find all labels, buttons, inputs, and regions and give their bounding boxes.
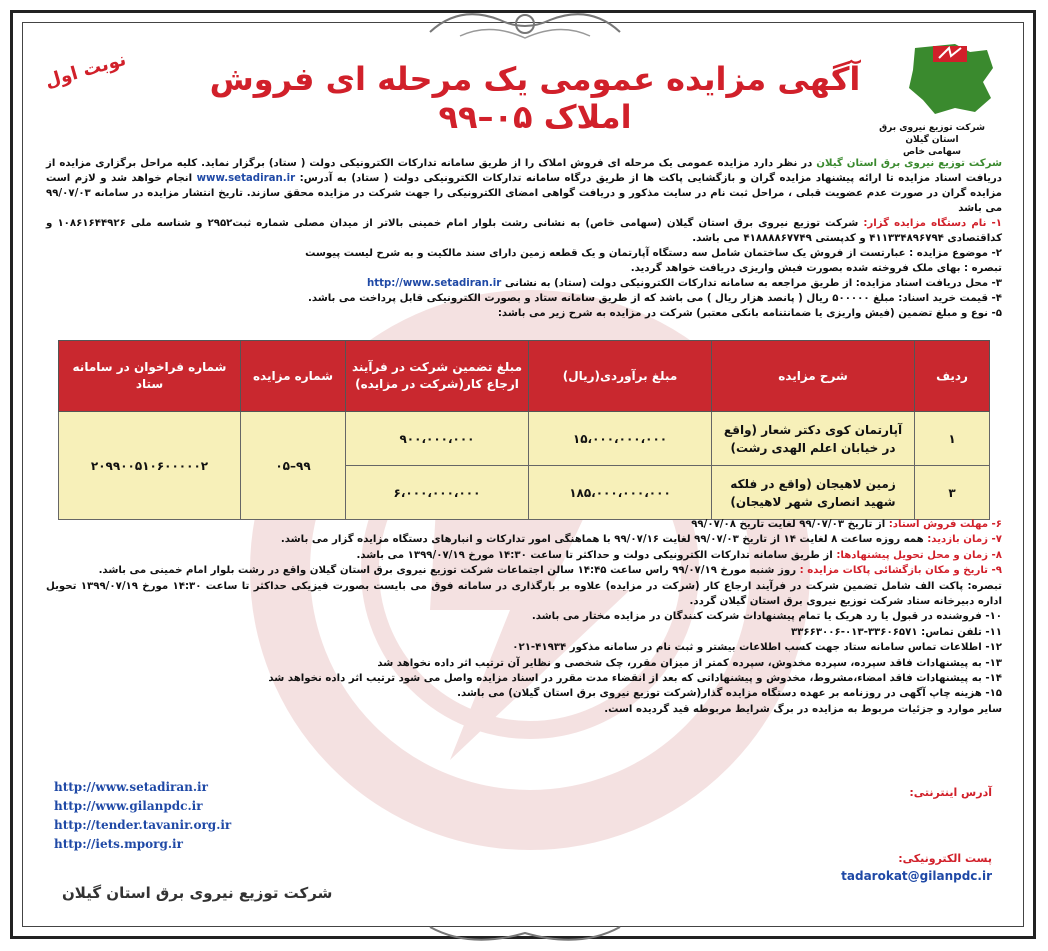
cell-radif: ۱ — [915, 412, 990, 466]
item-5: ۵- نوع و مبلغ تضمین (فیش واریزی یا ضمانتنامه بانکی معتبر) شرکت در مزایده به شرح زیر می باشد: — [497, 308, 1002, 319]
condition-6-label: ۶- مهلت فروش اسناد: — [888, 519, 1002, 530]
cell-estimate: ۱۵،۰۰۰،۰۰۰،۰۰۰ — [529, 412, 712, 466]
item-4: ۴- قیمت خرید اسناد: مبلغ ۵۰۰۰۰۰ ریال ( پانصد هزار ریال ) می باشد که از طریق سامانه ستاد و بصورت الکترونیکی قابل پرداخت می باشد. — [307, 293, 1002, 304]
link-tender-tavanir[interactable]: http://tender.tavanir.org.ir — [54, 818, 232, 832]
intro-text-2: انجام خواهد شد و لازم است مزایده گران در صورت عدم عضویت قبلی ، مراحل ثبت نام در سایت مذکور و دریافت گواهی امضای الکترونیکی را جهت شرکت در مزایده محقق سازند. تاریخ انتشار مزایده در سامانه ۹۹/۰۷/۰۳ می باشد — [46, 173, 1002, 214]
conditions-section — [46, 517, 1002, 717]
condition-6 — [46, 517, 1002, 532]
intro-lead: شرکت توزیع نیروی برق استان گیلان — [816, 158, 1002, 169]
condition-14: ۱۴- به پیشنهادات فاقد امضاء،مشروط، مخدوش و پیشنهاداتی که بعد از انقضاء مدت مقرر در اسناد مزایده واصل می شود ترتیب اثر داده نخواهد شد — [268, 673, 1002, 685]
link-list — [54, 778, 231, 854]
condition-11: ۱۱- تلفن تماس: ۳۳۶۰۶۵۷۱-۰۱۳-۳۳۶۶۳۰۰۶ — [790, 626, 1002, 638]
condition-15: ۱۵- هزینه چاپ آگهی در روزنامه بر عهده دستگاه مزایده گذار(شرکت توزیع نیروی برق استان گیلان) می باشد. — [457, 688, 1002, 700]
company-line-2: استان گیلان — [905, 135, 959, 145]
header-estimate: مبلغ برآوردی(ریال) — [529, 341, 712, 412]
auction-table — [58, 340, 990, 520]
cell-call-no: ۲۰۹۹۰۰۵۱۰۶۰۰۰۰۰۲ — [59, 412, 241, 520]
condition-7-text: همه روزه ساعت ۸ لغایت ۱۴ از تاریخ ۹۹/۰۷/۰۳ لغایت ۹۹/۰۷/۱۶ با هماهنگی امور تدارکات و انبارهای دستگاه مزایده گزار می باشد. — [280, 534, 928, 546]
condition-8 — [46, 548, 1002, 563]
item-3-text: ۳- محل دریافت اسناد مزایده: از طریق مراجعه به سامانه تدارکات الکترونیکی دولت (ستاد) به نشانی — [501, 278, 1002, 289]
header-radif: ردیف — [915, 341, 990, 412]
condition-16: سایر موارد و جزئیات مربوط به مزایده در برگ شرایط مربوطه قید گردیده است. — [604, 703, 1002, 715]
condition-8-text: از طریق سامانه تدارکات الکترونیکی دولت و حداکثر تا ساعت ۱۴:۳۰ مورخ ۱۳۹۹/۰۷/۱۹ می باشد. — [356, 549, 837, 561]
link-iets-mporg[interactable]: http://iets.mporg.ir — [54, 837, 183, 851]
table-row — [59, 412, 990, 466]
address-title: آدرس اینترنتی: — [909, 786, 992, 799]
company-logo-icon — [895, 38, 1005, 118]
condition-12: ۱۲- اطلاعات تماس سامانه ستاد جهت کسب اطلاعات بیشتر و ثبت نام در سامانه مذکور ۴۱۹۳۴-۰۲۱ — [512, 642, 1002, 654]
email-link[interactable]: tadarokat@gilanpdc.ir — [841, 869, 992, 883]
item-1-text: شرکت توزیع نیروی برق استان گیلان (سهامی خاص) به نشانی رشت بلوار امام خمینی بالاتر از میدان مصلی شماره ثبت۲۹۵۲ و شناسه ملی ۱۰۸۶۱۶۴۴۹۲۶ و کداقتصادی ۴۱۱۳۳۴۸۹۶۷۹۴ و کدپستی ۴۱۸۸۸۸۶۷۷۴۹ می باشد. — [46, 218, 1002, 244]
link-gilanpdc[interactable]: http://www.gilanpdc.ir — [54, 799, 203, 813]
condition-10: ۱۰- فروشنده در قبول یا رد هریک یا تمام پیشنهادات شرکت کنندگان در مزایده مختار می باشد. — [531, 611, 1002, 623]
intro-text-1: در نظر دارد مزایده عمومی یک مرحله ای فروش املاک را از طریق سامانه تدارکات الکترونیکی دولت ( ستاد) برگزار نماید. کلیه مراحل برگزاری مزایده از دریافت اسناد مزایده تا ارائه پیشنهاد مزایده گران و بازگشایی پاکت ها از طریق درگاه سامانه تدارکات الکترونیکی دولت ( ستاد) به آدرس: — [46, 158, 1002, 184]
cell-radif: ۳ — [915, 466, 990, 520]
item-3-link[interactable]: http://www.setadiran.ir — [367, 278, 502, 289]
condition-8-label: ۸- زمان و محل تحویل پیشنهادها: — [836, 549, 1002, 561]
item-1-label: ۱- نام دستگاه مزایده گزار: — [863, 218, 1002, 229]
intro-section — [46, 156, 1002, 321]
cell-estimate: ۱۸۵،۰۰۰،۰۰۰،۰۰۰ — [529, 466, 712, 520]
intro-paragraph — [46, 156, 1002, 216]
company-line-1: شرکت توزیع نیروی برق — [879, 123, 985, 133]
cell-guarantee: ۹۰۰،۰۰۰،۰۰۰ — [346, 412, 529, 466]
table-header-row — [59, 341, 990, 412]
turn-label: نوبت اول — [42, 48, 129, 93]
header-auction-no: شماره مزایده — [241, 341, 346, 412]
item-3 — [46, 276, 1002, 291]
item-2: ۲- موضوع مزایده : عبارتست از فروش یک ساختمان شامل سه دستگاه آپارتمان و یک قطعه زمین دارای سند مالکیت و به شرح لیست پیوست — [305, 248, 1002, 259]
cell-guarantee: ۶،۰۰۰،۰۰۰،۰۰۰ — [346, 466, 529, 520]
condition-9-label: ۹- تاریخ و مکان بازگشائی پاکات مزایده : — [799, 565, 1002, 577]
intro-site-link[interactable]: www.setadiran.ir — [196, 173, 296, 184]
cell-desc: زمین لاهیجان (واقع در فلکه شهید انصاری شهر لاهیجان) — [712, 466, 915, 520]
header-guarantee: مبلغ تضمین شرکت در فرآیند ارجاع کار(شرکت در مزایده) — [346, 341, 529, 412]
header-call-no: شماره فراخوان در سامانه ستاد — [59, 341, 241, 412]
company-line-3: سهامی خاص — [903, 147, 961, 157]
ornament-top-icon — [420, 2, 630, 46]
condition-7 — [46, 532, 1002, 547]
condition-9-note: تبصره: پاکت الف شامل تضمین شرکت در فرآیند ارجاع کار (شرکت در مزایده) علاوه بر بارگذاری در سامانه فوق می بایست بصورت فیزیکی حداکثر تا ساعت ۱۴:۳۰ مورخ ۱۳۹۹/۰۷/۱۹ تحویل اداره دبیرخانه ستاد شرکت توزیع نیروی برق استان گیلان گردد. — [46, 580, 1002, 608]
condition-7-label: ۷- زمان بازدید: — [927, 534, 1002, 546]
condition-6-text: از تاریخ ۹۹/۰۷/۰۳ لغایت تاریخ ۹۹/۰۷/۰۸ — [691, 519, 889, 530]
footer-company-name: شرکت توزیع نیروی برق استان گیلان — [62, 884, 333, 902]
item-1 — [46, 216, 1002, 246]
condition-9 — [46, 563, 1002, 578]
ornament-bottom-icon — [420, 919, 630, 949]
page-title: آگهی مزایده عمومی یک مرحله ای فروش املاک ۰۵–۹۹ — [209, 60, 861, 136]
email-label: پست الکترونیکی: — [898, 852, 992, 865]
cell-desc: آپارتمان کوی دکتر شعار (واقع در خیابان اعلم الهدی رشت) — [712, 412, 915, 466]
condition-13: ۱۳- به پیشنهادات فاقد سپرده، سپرده مخدوش، سپرده کمتر از میزان مقرر، چک شخصی و نظایر آن ترتیب اثر داده نخواهد شد — [377, 657, 1002, 669]
item-2-note: تبصره : بهای ملک فروخته شده بصورت فیش واریزی دریافت خواهد گردید. — [630, 263, 1002, 274]
condition-9-text: روز شنبه مورخ ۹۹/۰۷/۱۹ راس ساعت ۱۴:۴۵ سالن اجتماعات شرکت توزیع نیروی برق استان گیلان واقع در رشت بلوار امام خمینی می باشد. — [98, 565, 800, 577]
link-setadiran[interactable]: http://www.setadiran.ir — [54, 780, 208, 794]
company-name-block — [872, 122, 992, 158]
header-desc: شرح مزایده — [712, 341, 915, 412]
cell-auction-no: ۹۹–۰۵ — [241, 412, 346, 520]
